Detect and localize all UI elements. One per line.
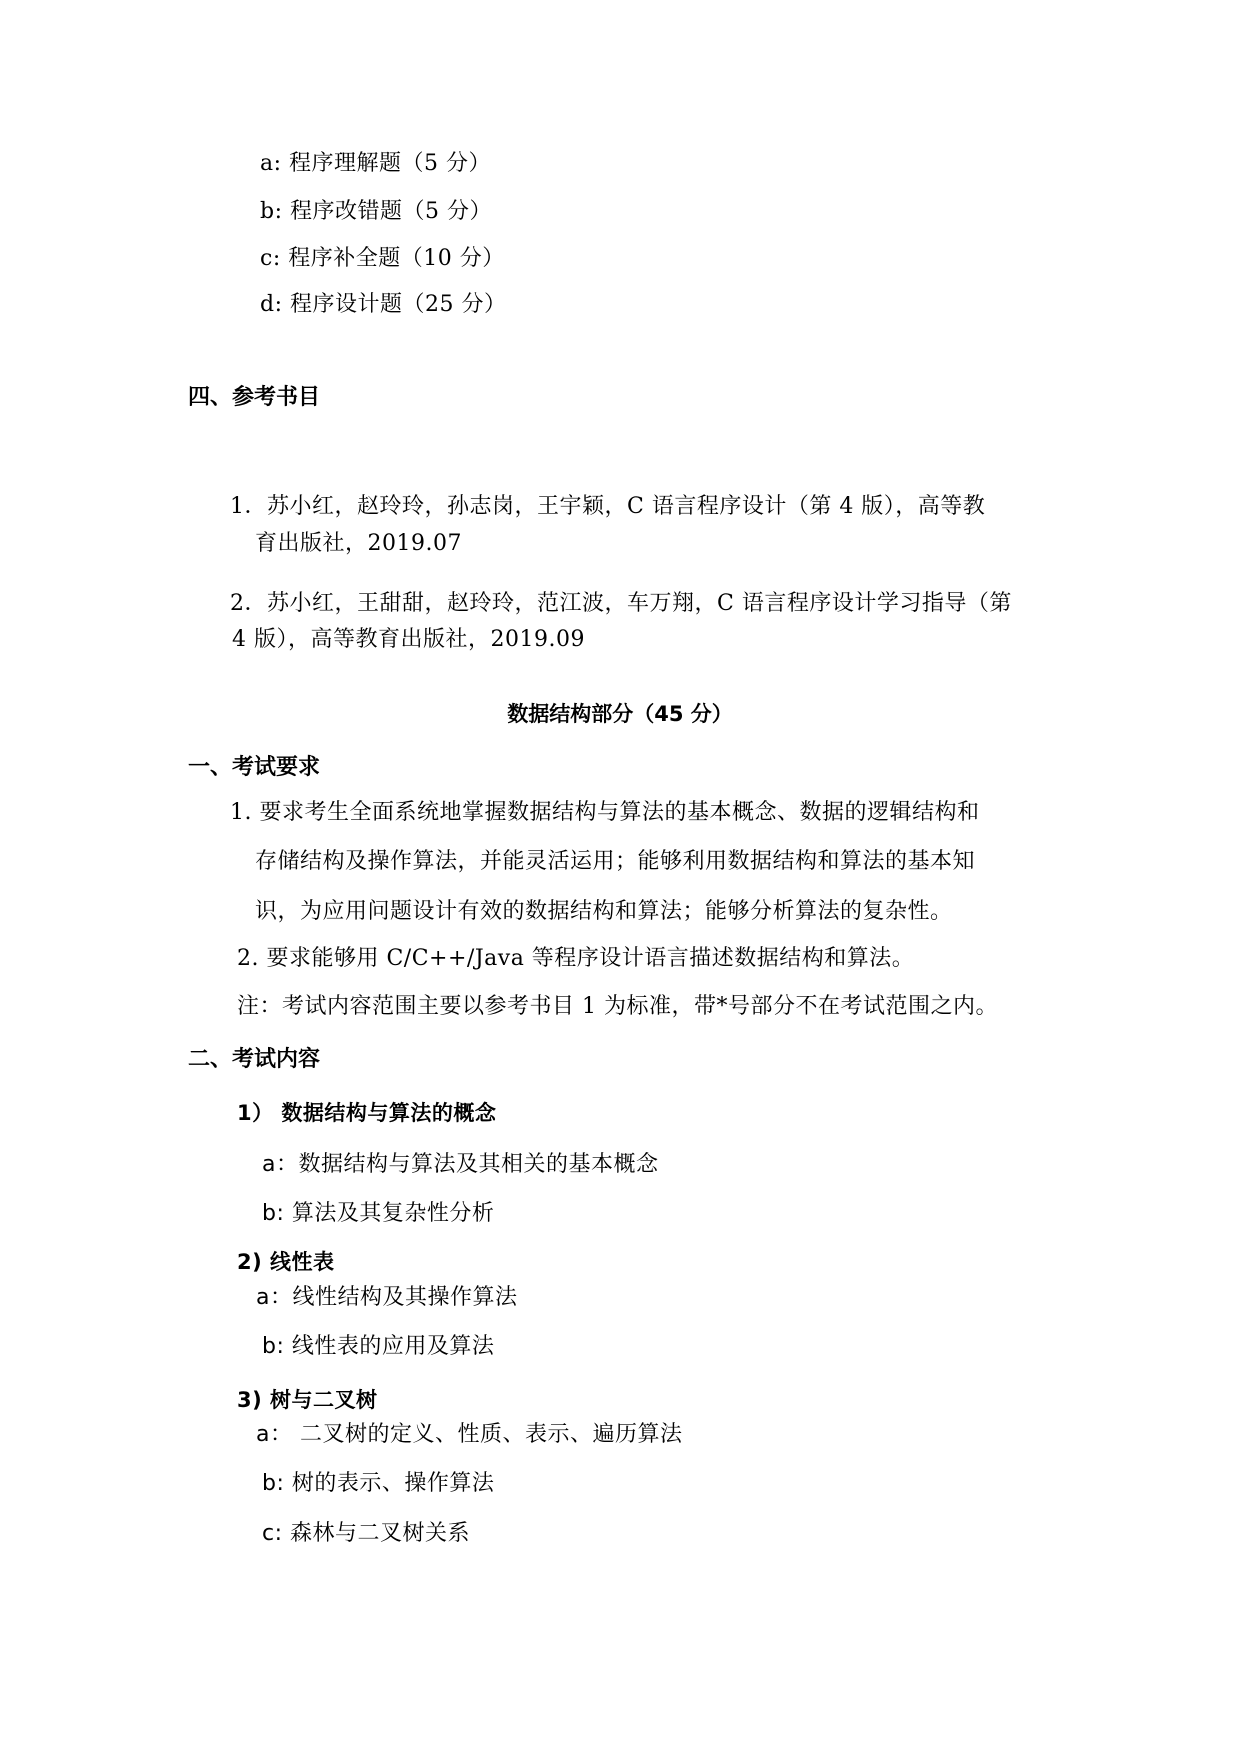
item-text: 程序补全题（10 分）: [288, 246, 505, 271]
content-section-item: b: 算法及其复杂性分析: [262, 1201, 495, 1226]
item-text: 程序理解题（5 分）: [289, 151, 492, 176]
item-text: 程序改错题（5 分）: [290, 199, 492, 224]
content-section-item: b: 线性表的应用及算法: [262, 1334, 495, 1359]
requirement-line: 识，为应用问题设计有效的数据结构和算法；能够分析算法的复杂性。: [255, 899, 953, 924]
reference-item-line: 1．苏小红，赵玲玲，孙志岗，王宇颖，C 语言程序设计（第 4 版），高等教: [230, 494, 986, 519]
requirement-line: 存储结构及操作算法，并能灵活运用；能够利用数据结构和算法的基本知: [255, 849, 976, 874]
content-section-item: a： 二叉树的定义、性质、表示、遍历算法: [256, 1422, 683, 1447]
content-heading: 二、考试内容: [188, 1047, 321, 1072]
question-type-item: [260, 150, 491, 178]
item-label: d:: [260, 292, 283, 317]
content-section-item: a：数据结构与算法及其相关的基本概念: [262, 1152, 659, 1177]
reference-item-line: 2．苏小红，王甜甜，赵玲玲，范江波，车万翔，C 语言程序设计学习指导（第: [230, 591, 1012, 616]
content-section-item: c: 森林与二叉树关系: [262, 1521, 471, 1546]
question-type-item: [260, 291, 507, 319]
content-section-item: b: 树的表示、操作算法: [262, 1471, 495, 1496]
content-section-title: 1） 数据结构与算法的概念: [237, 1101, 497, 1125]
requirement-note: 注：考试内容范围主要以参考书目 1 为标准，带*号部分不在考试范围之内。: [237, 994, 998, 1019]
requirements-heading: 一、考试要求: [188, 755, 321, 780]
content-section-item: a：线性结构及其操作算法: [256, 1285, 518, 1310]
item-label: b:: [260, 199, 283, 224]
section-title: 数据结构部分（45 分）: [507, 702, 733, 726]
item-label: c:: [260, 246, 281, 271]
content-section-title: 3) 树与二叉树: [237, 1388, 378, 1412]
references-heading: 四、参考书目: [188, 385, 321, 410]
content-section-title: 2) 线性表: [237, 1250, 335, 1274]
reference-item-line: 4 版），高等教育出版社，2019.09: [232, 627, 585, 652]
question-type-item: [260, 198, 492, 226]
item-text: 程序设计题（25 分）: [290, 292, 507, 317]
requirement-line: 1. 要求考生全面系统地掌握数据结构与算法的基本概念、数据的逻辑结构和: [230, 800, 980, 825]
question-type-item: [260, 245, 505, 273]
item-label: a:: [260, 151, 282, 176]
requirement-line: 2. 要求能够用 C/C++/Java 等程序设计语言描述数据结构和算法。: [237, 946, 915, 971]
reference-item-line: 育出版社，2019.07: [255, 531, 462, 556]
